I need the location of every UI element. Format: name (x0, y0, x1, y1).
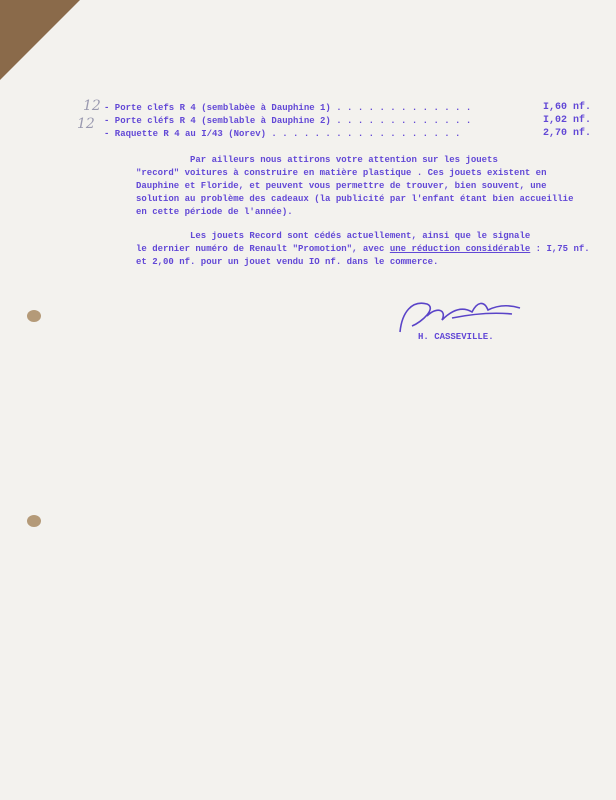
text-line: solution au problème des cadeaux (la publicité par l'enfant étant bien accueillie (136, 194, 574, 204)
signatory-name: H. CASSEVILLE. (418, 332, 494, 342)
handwritten-qty: 12 (83, 98, 101, 114)
item-label: - Porte cléfs R 4 (semblable à Dauphine 2) . . . . . . . . . . . . . (104, 116, 472, 126)
text-line: Dauphine et Floride, et peuvent vous permettre de trouver, bien souvent, une (136, 181, 547, 191)
text-line: en cette période de l'année). (136, 207, 293, 217)
punch-hole (27, 310, 41, 322)
underlined-text: une réduction considérable (389, 244, 531, 254)
item-label: - Raquette R 4 au I/43 (Norev) . . . . . . . . . . . . . . . . . . (104, 129, 461, 139)
text-line: Les jouets Record sont cédés actuellement, ainsi que le signale (136, 231, 531, 241)
text-line: "record" voitures à construire en matière plastique . Ces jouets existent en (136, 168, 547, 178)
text-line: et 2,00 nf. pour un jouet vendu IO nf. dans le commerce. (136, 257, 439, 267)
text-line (136, 243, 590, 256)
handwritten-qty: 12 (77, 116, 95, 132)
item-price: I,60 nf. (543, 102, 592, 113)
item-price: 2,70 nf. (543, 128, 592, 139)
text-line: Par ailleurs nous attirons votre attention sur les jouets (136, 155, 498, 165)
torn-corner (0, 0, 80, 80)
punch-hole (27, 515, 41, 527)
text: le dernier numéro de Renault "Promotion", avec (136, 244, 390, 254)
item-price: I,02 nf. (543, 115, 592, 126)
item-label: - Porte clefs R 4 (semblabèe à Dauphine 1) . . . . . . . . . . . . . (104, 103, 472, 113)
text: : I,75 nf. (530, 244, 590, 254)
